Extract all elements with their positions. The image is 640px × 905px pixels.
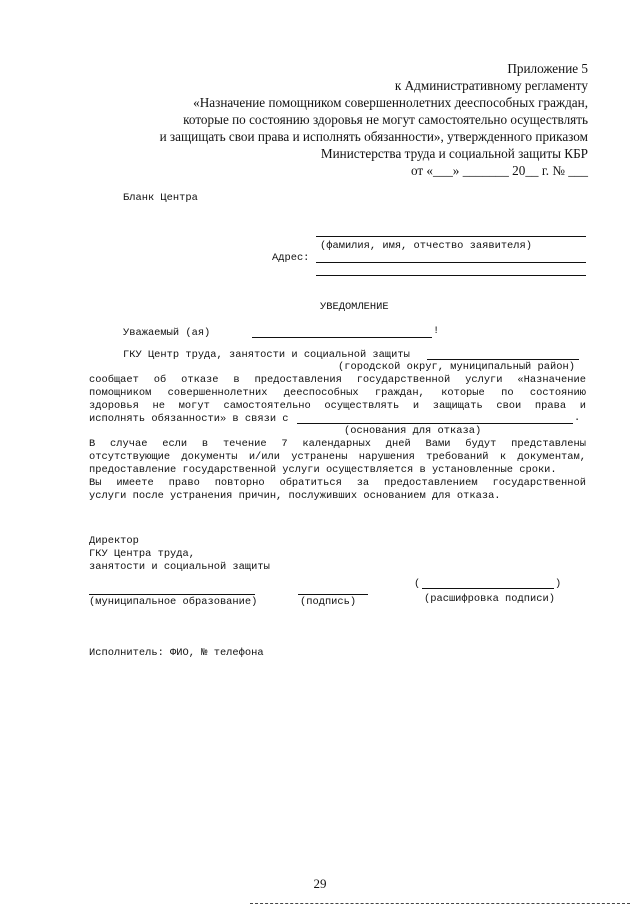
header-line: Приложение 5 xyxy=(507,61,588,76)
decode-caption: (расшифровка подписи) xyxy=(424,593,555,605)
director-org: ГКУ Центра труда, xyxy=(89,548,196,560)
reason-line[interactable] xyxy=(297,423,573,424)
body-line: помощником совершеннолетних дееспособных граждан, которые по состоянию xyxy=(89,387,586,399)
center-line-text: ГКУ Центр труда, занятости и социальной защиты xyxy=(123,349,410,361)
greeting-exclamation: ! xyxy=(433,325,440,337)
header-line: которые по состоянию здоровья не могут самостоятельно осуществлять xyxy=(183,112,588,127)
header-line: к Административному регламенту xyxy=(394,78,588,93)
greeting-label: Уважаемый (ая) xyxy=(123,327,211,339)
decode-paren-close: ) xyxy=(555,578,562,590)
director-title: Директор xyxy=(89,535,139,547)
body-last-line: исполнять обязанности» в связи с xyxy=(89,413,289,425)
signature-line[interactable] xyxy=(298,594,368,595)
municipality-caption: (городской округ, муниципальный район) xyxy=(338,361,575,373)
director-org-2: занятости и социальной защиты xyxy=(89,561,270,573)
para2-line: В случае если в течение 7 календарных дней Вами будут представлены xyxy=(89,438,586,450)
decode-line[interactable] xyxy=(422,588,554,589)
address-line-2[interactable] xyxy=(316,275,586,276)
para3-line: услуги после устранения причин, послуживших основанием для отказа. xyxy=(89,490,501,502)
fio-caption: (фамилия, имя, отчество заявителя) xyxy=(320,240,533,252)
reason-caption: (основания для отказа) xyxy=(344,425,482,437)
signature-caption: (подпись) xyxy=(300,596,357,608)
body-period: . xyxy=(574,412,581,424)
fio-line[interactable] xyxy=(316,236,586,237)
para2-line: предоставление государственной услуги осуществляется в установленные сроки. xyxy=(89,464,557,476)
header-line: и защищать свои права и исполнять обязанности», утвержденного приказом xyxy=(159,129,588,144)
greeting-name-line[interactable] xyxy=(252,337,432,338)
header-line: «Назначение помощником совершеннолетних дееспособных граждан, xyxy=(193,95,588,110)
appendix-header xyxy=(118,60,588,179)
page-number: 29 xyxy=(313,876,327,891)
executor-line: Исполнитель: ФИО, № телефона xyxy=(89,647,264,659)
decode-paren-open: ( xyxy=(414,578,421,590)
header-line: Министерства труда и социальной защиты КБР xyxy=(320,146,588,161)
document-title: УВЕДОМЛЕНИЕ xyxy=(320,301,389,313)
para3-line: Вы имеете право повторно обратиться за предоставлением государственной xyxy=(89,477,586,489)
municipality-line[interactable] xyxy=(427,359,579,360)
body-line: сообщает об отказе в предоставления государственной услуги «Назначение xyxy=(89,374,586,386)
header-line: от «___» _______ 20__ г. № ___ xyxy=(410,163,588,178)
body-line: здоровья не могут самостоятельно осуществлять и защищать свои права и xyxy=(89,400,586,412)
address-line[interactable] xyxy=(316,262,586,263)
footer-rule xyxy=(250,903,630,904)
address-label: Адрес: xyxy=(272,252,310,264)
para2-line: отсутствующие документы и/или устранены нарушения требований к документам, xyxy=(89,451,586,463)
blank-label: Бланк Центра xyxy=(123,192,198,204)
municipal-caption: (муниципальное образование) xyxy=(89,596,258,608)
municipal-line[interactable] xyxy=(89,594,255,595)
